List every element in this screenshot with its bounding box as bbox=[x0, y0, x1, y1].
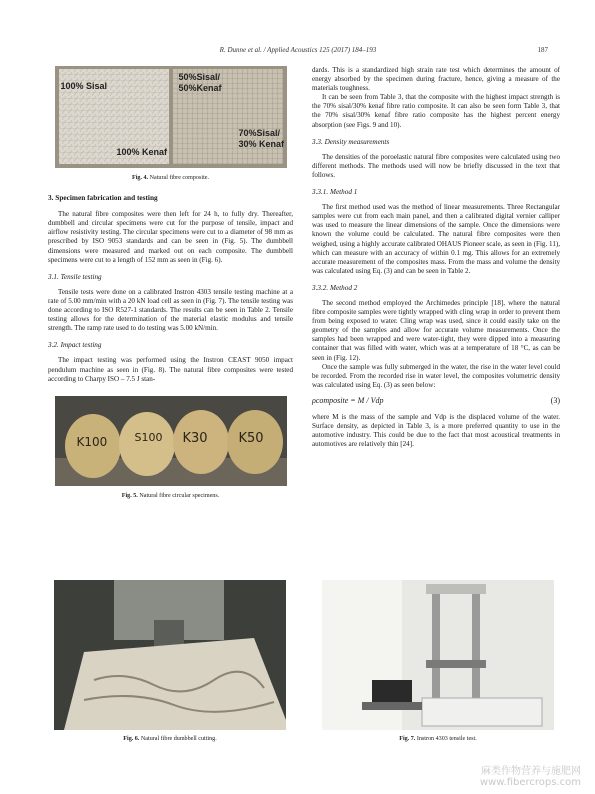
figure-5-number: Fig. 5. bbox=[121, 492, 138, 499]
label-100-sisal: 100% Sisal bbox=[60, 81, 108, 91]
paragraph-equation-explanation: where M is the mass of the sample and Vdp is the displaced volume of the water. Surface density, as depicted in Table 3, is a more preferred quantity to use in the automotive industry. This could be due to the fact that most acoustical treatments in automotives are relatively thin [24]. bbox=[312, 413, 560, 449]
equation-3-number: (3) bbox=[550, 395, 560, 405]
paragraph-impact-testing: The impact testing was performed using the Instron CEAST 9050 impact pendulum machine as seen in (Fig. 8). The natural fibre composites were tested according to Charpy ISO – 7.5 J stan- bbox=[48, 356, 293, 383]
figure-7-text: Instron 4303 tensile test. bbox=[416, 736, 477, 742]
subsection-3-1-title: 3.1. Tensile testing bbox=[48, 272, 102, 281]
label-70-sisal bbox=[239, 128, 285, 150]
equation-3 bbox=[312, 396, 560, 405]
paragraph-method-1: The first method used was the method of linear measurements. Three Rectangular samples were cut from each main panel, and then a calibrated digital vernier calliper was used to measure the linear dimensions of the sample. Once the dimensions were known the volume could be calculated. The natural fibre composites were then weighed, using a highly accurate calibrated OHAUS Pioneer scale, as seen in (Fig. 11), which can measure with an accuracy of within 0.1 mg. This allows for an extremely accurate measurement of the composites mass. From the mass and volume the density was calculated using Eq. (3) and can be seen in Table 2. bbox=[312, 203, 560, 275]
figure-4-number: Fig. 4. bbox=[131, 175, 149, 181]
figure-7-caption bbox=[322, 736, 554, 742]
figure-6-image bbox=[54, 580, 286, 730]
figure-7 bbox=[322, 580, 554, 748]
label-70-line1: 70%Sisal/ bbox=[238, 128, 281, 138]
specimen-label-k50: K50 bbox=[238, 430, 264, 446]
figure-5-image bbox=[55, 396, 287, 486]
subsection-3-3-title: 3.3. Density measurements bbox=[312, 137, 390, 146]
figure-5-text: Natural fibre circular specimens. bbox=[139, 492, 220, 499]
right-column bbox=[312, 66, 560, 449]
left-column bbox=[48, 66, 293, 507]
subsection-3-3-2-title: 3.3.2. Method 2 bbox=[312, 283, 358, 292]
instron-tensile-machine-photo bbox=[322, 580, 554, 730]
watermark-line1: 麻类作物营养与施肥网 bbox=[481, 766, 581, 777]
specimen-label-k100: K100 bbox=[76, 434, 108, 449]
paragraph-specimen-fabrication: The natural fibre composites were then left for 24 h, to fully dry. Thereafter, dumbbell and circular specimens were cut for the purpose of tensile, impact and airflow resistivity testing. The circular specimens were cut to a diameter of 98 mm as prescribed by ISO 9053 standards and can be seen in (Fig. 5). The dumbbell dimensions were measured and marked out on each composite. The dumbbell specimens were cut to a length of 152 mm as seen in (Fig. 6). bbox=[48, 210, 293, 264]
running-header bbox=[48, 46, 548, 58]
watermark-line2: www.fibercrops.com bbox=[479, 777, 581, 788]
paragraph-tensile-testing: Tensile tests were done on a calibrated Instron 4303 tensile testing machine at a rate of 5.00 mm/min with a 20 kN load cell as seen in (Fig. 7). The tensile testing was done according to ISO R527-1 standards. The results can be seen in Table 2. Tensile testing allows for the determination of the material elastic modulus and tensile strength. The ramp rate used to do testing was 5.00 kN/min. bbox=[48, 287, 293, 333]
figure-6-number: Fig. 6. bbox=[123, 736, 140, 742]
label-70-line2: 30% Kenaf bbox=[238, 139, 285, 149]
equation-3-formula: ρcomposite = M / Vdp bbox=[312, 395, 384, 405]
paragraph-submerged: Once the sample was fully submerged in the water, the rise in the water level could be recorded. From the recorded rise in water level, the composites volumetric density was calculated using Eq. (3) as seen below: bbox=[312, 362, 560, 389]
paragraph-impact-results: It can be seen from Table 3, that the composite with the highest impact strength is the 70% sisal/30% kenaf fibre ratio composite. It can also be seen form Table 3, that the 70% sisal/30% kenaf fibre ratio composite has the highest percent energy absorption (see Figs. 9 and 10). bbox=[312, 93, 560, 129]
label-50-line2: 50%Kenaf bbox=[178, 83, 222, 93]
figure-4-text: Natural fibre composite. bbox=[149, 175, 210, 181]
figure-5-caption bbox=[48, 492, 293, 501]
label-50-line1: 50%Sisal/ bbox=[178, 72, 221, 82]
label-50-sisal bbox=[179, 72, 222, 94]
figure-4-image bbox=[55, 66, 287, 168]
specimen-label-s100: S100 bbox=[134, 430, 163, 444]
dumbbell-cutting-photo bbox=[54, 580, 286, 730]
figure-7-number: Fig. 7. bbox=[399, 736, 416, 742]
figure-6-caption bbox=[54, 736, 286, 742]
figure-4-caption bbox=[48, 174, 293, 183]
journal-citation: R. Dunne et al. / Applied Acoustics 125 (2017) 184–193 bbox=[219, 46, 377, 54]
specimen-label-k30: K30 bbox=[182, 430, 208, 446]
paragraph-method-2: The second method employed the Archimedes principle [18], where the natural fibre composite samples were tightly wrapped with cling wrap in order to prevent them from being exposed to water. Cling wrap was used, since it could easily take on the geometry of the samples and allow for accurate volume measurements. Once the samples had been wrapped and were water-tight, they were dipped into a measuring container that was filled with water, which was at a temperature of 18 °C, as can be seen in (Fig. 12). bbox=[312, 298, 560, 362]
figure-6 bbox=[54, 580, 286, 748]
label-100-kenaf: 100% Kenaf bbox=[116, 147, 168, 157]
subsection-3-3-1-title: 3.3.1. Method 1 bbox=[312, 188, 358, 197]
figure-6-text: Natural fibre dumbbell cutting. bbox=[140, 736, 217, 742]
watermark bbox=[480, 766, 581, 788]
paragraph-density-intro: The densities of the poroelastic natural fibre composites were calculated using two different methods. The methods used will now be briefly discussed in the text that follows. bbox=[312, 152, 560, 179]
page-number: 187 bbox=[537, 46, 548, 54]
section-3-title: 3. Specimen fabrication and testing bbox=[48, 193, 158, 203]
paragraph-impact-continued: dards. This is a standardized high strain rate test which determines the amount of energy absorbed by the specimen during fracture, hence, giving a measure of the materials toughness. bbox=[312, 66, 560, 93]
subsection-3-2-title: 3.2. Impact testing bbox=[48, 341, 102, 350]
figure-7-image bbox=[322, 580, 554, 730]
